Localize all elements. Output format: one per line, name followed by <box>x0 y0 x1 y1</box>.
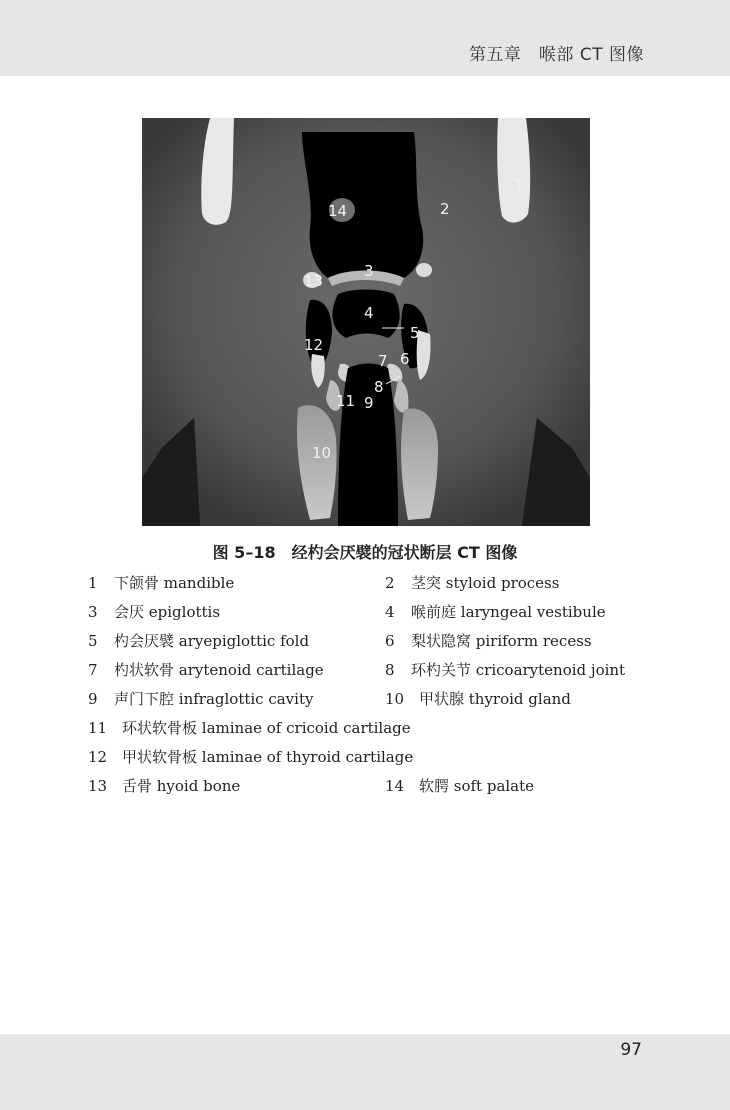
legend-text: 茎突 styloid process <box>411 574 560 592</box>
label-cricoid: 11 <box>336 392 356 410</box>
legend-row <box>88 601 648 630</box>
label-piriform: 6 <box>400 350 410 368</box>
legend-item <box>88 659 324 680</box>
infraglottic-cavity <box>338 364 398 527</box>
legend-item <box>88 717 411 738</box>
legend-item <box>88 601 220 622</box>
legend-row <box>88 572 648 601</box>
legend-text: 舌骨 hyoid bone <box>122 777 241 795</box>
hyoid-right <box>416 263 432 277</box>
label-soft-palate: 14 <box>328 202 348 220</box>
label-arytenoid: 7 <box>378 352 388 370</box>
legend-text: 软腭 soft palate <box>419 777 535 795</box>
legend-item <box>88 572 234 593</box>
figure-legend <box>88 572 648 804</box>
legend-number: 11 <box>88 719 108 737</box>
label-infraglottic: 9 <box>364 394 374 412</box>
legend-text: 下颌骨 mandible <box>114 574 235 592</box>
running-header: 第五章 喉部 CT 图像 <box>468 45 644 65</box>
legend-number: 13 <box>88 777 108 795</box>
label-hyoid: 13 <box>304 272 324 290</box>
label-thyroid-cartilage: 12 <box>304 336 324 354</box>
legend-row <box>88 746 648 775</box>
legend-item <box>88 775 240 796</box>
legend-number: 9 <box>88 690 98 708</box>
legend-number: 5 <box>88 632 98 650</box>
legend-text: 环状软骨板 laminae of cricoid cartilage <box>122 719 411 737</box>
legend-text: 甲状腺 thyroid gland <box>419 690 571 708</box>
legend-text: 会厌 epiglottis <box>114 603 221 621</box>
legend-number: 2 <box>385 574 395 592</box>
legend-number: 4 <box>385 603 395 621</box>
page-number: 97 <box>620 1040 642 1060</box>
figure-caption: 图 5–18 经杓会厌襞的冠状断层 CT 图像 <box>212 543 518 562</box>
legend-text: 喉前庭 laryngeal vestibule <box>411 603 606 621</box>
thyroid-gland-right <box>401 409 438 520</box>
legend-text: 杓会厌襞 aryepiglottic fold <box>114 632 310 650</box>
legend-number: 10 <box>385 690 405 708</box>
legend-row <box>88 688 648 717</box>
legend-number: 12 <box>88 748 108 766</box>
legend-item <box>385 775 534 796</box>
legend-number: 8 <box>385 661 395 679</box>
label-aryepiglottic: 5 <box>410 324 420 342</box>
legend-text: 环杓关节 cricoarytenoid joint <box>411 661 626 679</box>
label-mandible: 1 <box>514 176 524 194</box>
mandible-right <box>497 118 530 223</box>
label-epiglottis: 3 <box>364 262 374 280</box>
legend-item <box>385 688 571 709</box>
legend-text: 甲状软骨板 laminae of thyroid cartilage <box>122 748 414 766</box>
legend-number: 3 <box>88 603 98 621</box>
legend-number: 7 <box>88 661 98 679</box>
label-cricoarytenoid: 8 <box>374 378 384 396</box>
pharyngeal-airway <box>302 132 423 278</box>
legend-item <box>88 630 309 651</box>
legend-row <box>88 659 648 688</box>
legend-row <box>88 717 648 746</box>
legend-number: 6 <box>385 632 395 650</box>
legend-row <box>88 630 648 659</box>
legend-item <box>88 746 413 767</box>
legend-row <box>88 775 648 804</box>
legend-item <box>88 688 313 709</box>
label-styloid: 2 <box>440 200 450 218</box>
legend-item <box>385 659 625 680</box>
ct-scan-svg <box>142 118 590 526</box>
legend-number: 14 <box>385 777 405 795</box>
legend-item <box>385 572 559 593</box>
label-thyroid-gland: 10 <box>312 444 332 462</box>
legend-text: 梨状隐窝 piriform recess <box>411 632 592 650</box>
legend-text: 杓状软骨 arytenoid cartilage <box>114 661 324 679</box>
legend-item <box>385 601 606 622</box>
label-vestibule: 4 <box>364 304 374 322</box>
legend-text: 声门下腔 infraglottic cavity <box>114 690 314 708</box>
ct-image <box>142 118 590 526</box>
legend-number: 1 <box>88 574 98 592</box>
legend-item <box>385 630 592 651</box>
